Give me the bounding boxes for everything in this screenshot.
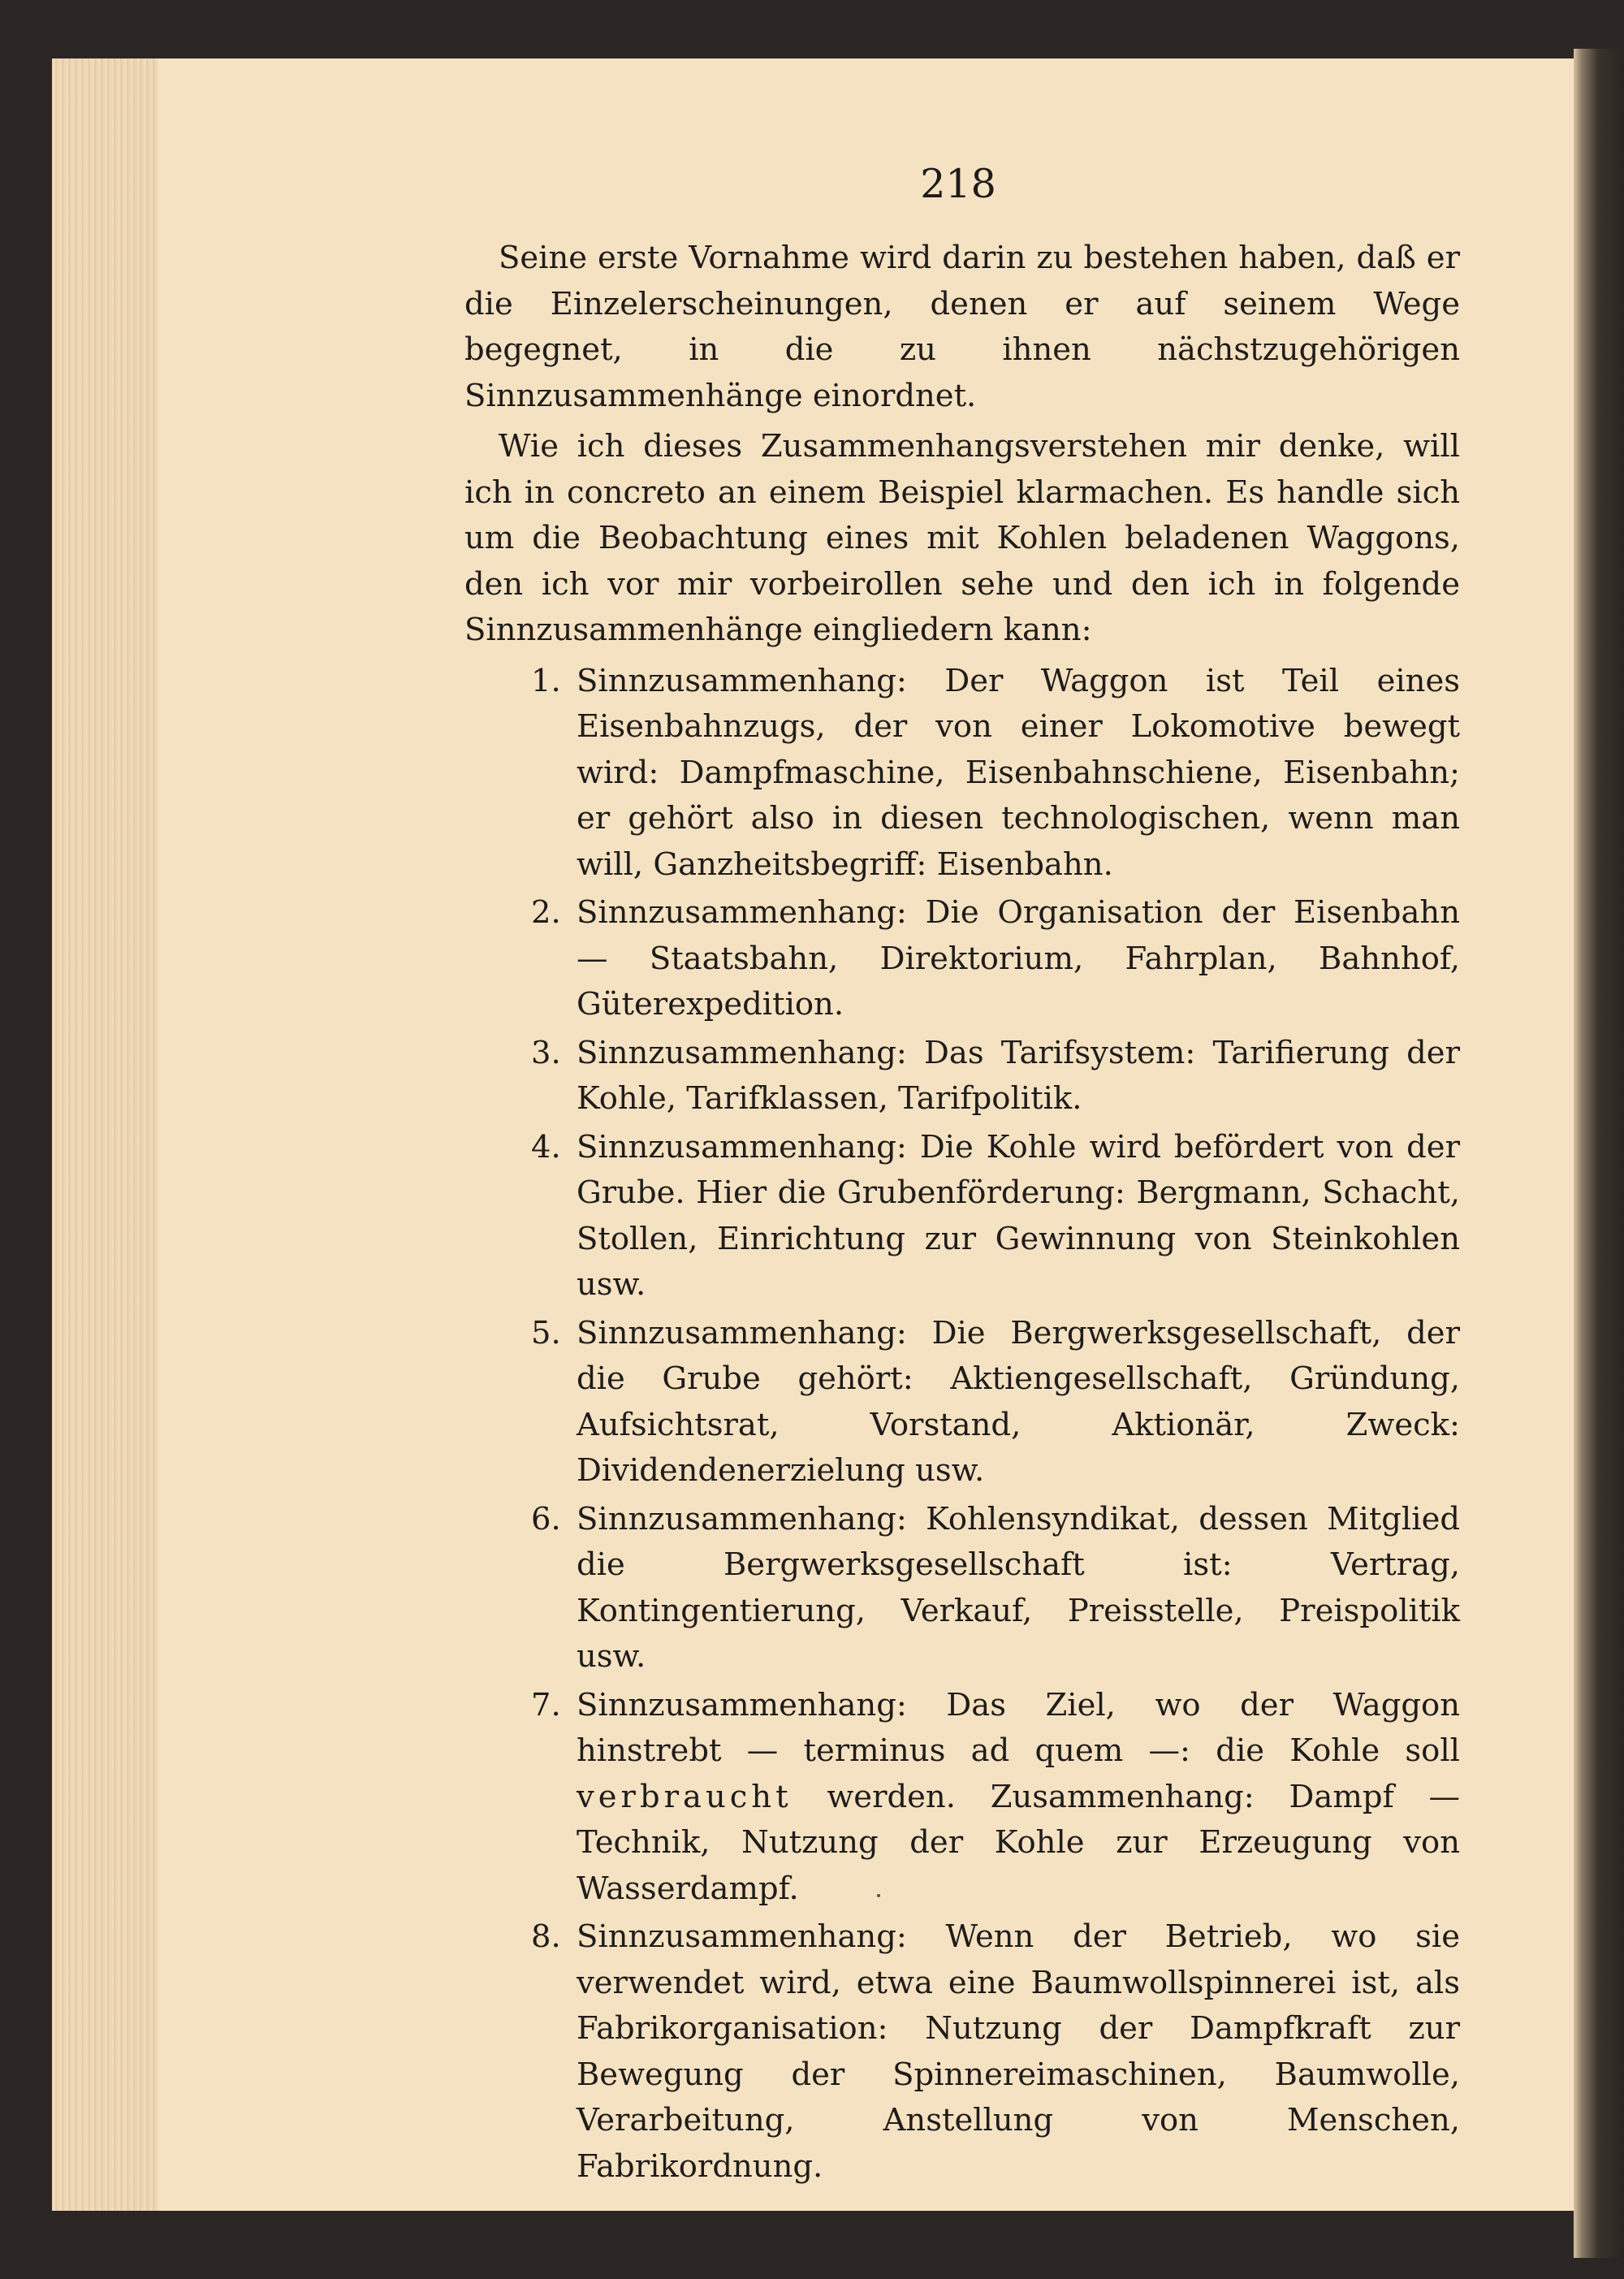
list-number: 8. bbox=[531, 1918, 561, 1955]
body-text bbox=[464, 236, 1460, 2190]
paragraph-example: Wie ich dieses Zusammenhangsverstehen mir denke, will ich in concreto an einem Beispiel klarmachen. Es handle sich um die Beobachtung eines mit Kohlen beladenen Waggons, den ich vor mir vorbeirollen sehe und den ich in folgende Sinnzusammenhänge eingliedern kann: bbox=[464, 428, 1460, 648]
list-item bbox=[464, 1031, 1460, 1122]
gutter-shadow bbox=[1574, 49, 1624, 2258]
list-number: 1. bbox=[531, 662, 561, 699]
list-text: Sinnzusammenhang: Die Organisation der Eisenbahn — Staatsbahn, Direktorium, Fahrplan, Bahnhof, Güterexpedition. bbox=[577, 894, 1460, 1023]
list-text-after: werden. Zusammenhang: Dampf — Technik, Nutzung der Kohle zur Erzeugung von Wasserdampf. bbox=[577, 1778, 1460, 1907]
list-text-emphasis: verbraucht bbox=[577, 1778, 793, 1815]
list-item bbox=[464, 1683, 1460, 1913]
list-item bbox=[464, 890, 1460, 1028]
list-number: 5. bbox=[531, 1314, 561, 1351]
list-number: 7. bbox=[531, 1686, 561, 1723]
paragraph-intro: Seine erste Vornahme wird darin zu bestehen haben, daß er die Einzelerscheinungen, denen er auf seinem Wege begegnet, in die zu ihnen nächstzugehörigen Sinnzusammenhänge einordnet. bbox=[464, 240, 1460, 414]
list-item bbox=[464, 1914, 1460, 2190]
list-text: Sinnzusammenhang: Kohlensyndikat, dessen Mitglied die Bergwerksgesellschaft ist: Vertrag, Kontingentierung, Verkauf, Preisstelle, Preispolitik usw. bbox=[577, 1500, 1460, 1675]
list-number: 3. bbox=[531, 1034, 561, 1071]
list-text: Sinnzusammenhang: Die Bergwerksgesellschaft, der die Grube gehört: Aktiengesellschaft, Gründung, Aufsichtsrat, Vorstand, Aktionär, Zweck: Dividendenerzielung usw. bbox=[577, 1314, 1460, 1489]
list-number: 4. bbox=[531, 1128, 561, 1165]
list-item bbox=[464, 659, 1460, 889]
list-item bbox=[464, 1497, 1460, 1680]
list-text: Sinnzusammenhang: Wenn der Betrieb, wo sie verwendet wird, etwa eine Baumwollspinnerei ist, als Fabrikorganisation: Nutzung der Dampfkraft zur Bewegung der Spinnereimaschinen, Baumwolle, Verarbeitung, Anstellung von Menschen, Fabrikordnung. bbox=[577, 1918, 1460, 2185]
page-number: 218 bbox=[920, 161, 996, 207]
list-text: Sinnzusammenhang: Das Tarifsystem: Tarifierung der Kohle, Tarifklassen, Tarifpolitik. bbox=[577, 1034, 1460, 1117]
list-number: 6. bbox=[531, 1500, 561, 1537]
page-edges bbox=[52, 58, 158, 2211]
context-list bbox=[464, 659, 1460, 2190]
list-text-before: Sinnzusammenhang: Das Ziel, wo der Waggon hinstrebt — terminus ad quem —: die Kohle soll bbox=[577, 1686, 1460, 1769]
list-item bbox=[464, 1125, 1460, 1308]
list-item bbox=[464, 1311, 1460, 1494]
list-number: 2. bbox=[531, 894, 561, 931]
list-text: Sinnzusammenhang: Der Waggon ist Teil eines Eisenbahnzugs, der von einer Lokomotive bewegt wird: Dampfmaschine, Eisenbahnschiene, Eisenbahn; er gehört also in diesen technologischen, wenn man will, Ganzheitsbegriff: Eisenbahn. bbox=[577, 662, 1460, 883]
list-text: Sinnzusammenhang: Die Kohle wird befördert von der Grube. Hier die Grubenförderung: Bergmann, Schacht, Stollen, Einrichtung zur Gewinnung von Steinkohlen usw. bbox=[577, 1128, 1460, 1303]
print-speck bbox=[877, 1894, 880, 1897]
